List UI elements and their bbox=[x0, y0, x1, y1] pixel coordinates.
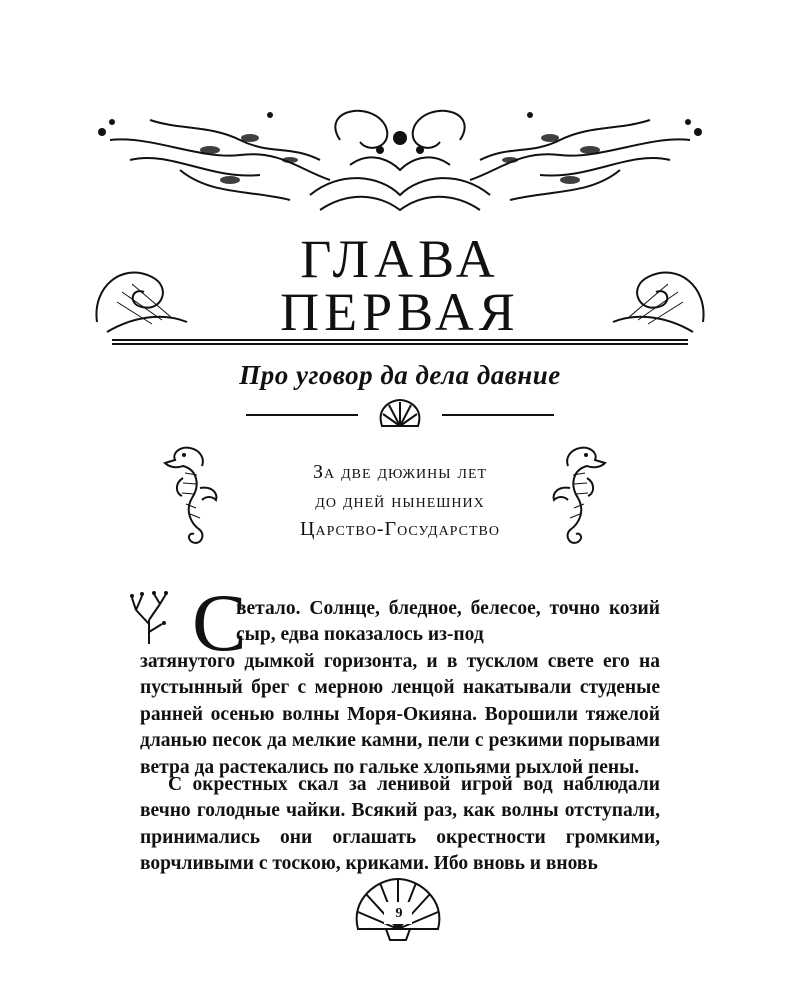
page-number: 9 bbox=[395, 906, 403, 921]
chapter-subtitle: Про уговор да дела давние bbox=[239, 360, 561, 390]
chapter-title-line-2: ПЕРВАЯ bbox=[280, 282, 520, 342]
chapter-title-line-1: ГЛАВА bbox=[300, 229, 500, 289]
paragraph-1-lead: ветало. Солнце, бледное, белесое, точно козий сыр, едва показалось из-под bbox=[236, 598, 660, 646]
epigraph-line-2: до дней нынешних bbox=[315, 490, 485, 512]
coral-icon bbox=[124, 590, 174, 646]
paragraph-1-rest: затянутого дымкой горизонта, и в тусклом свете его на пустынный брег с мерною ленцой накатывали студеные ранней осенью волны Моря-Окияна. Ворошили тяжелой дланью песок да мелкие камни, пели с резкими порывами ветра да растекались по гальке хлопьями рыхлой пены. bbox=[140, 651, 660, 778]
drop-cap: С bbox=[192, 577, 247, 668]
epigraph-line-3: Царство-Государство bbox=[300, 518, 500, 540]
paragraph-2: С окрестных скал за ленивой игрой вод наблюдали вечно голодные чайки. Всякий раз, как волны отступали, принимались они оглашать окрестности громкими, ворчливыми с тоскою, криками. Ибо вновь и вновь bbox=[140, 774, 660, 875]
seaweed-ornament-icon bbox=[90, 100, 710, 220]
epigraph-line-1: За две дюжины лет bbox=[312, 461, 488, 483]
shell-divider-icon bbox=[246, 398, 554, 432]
